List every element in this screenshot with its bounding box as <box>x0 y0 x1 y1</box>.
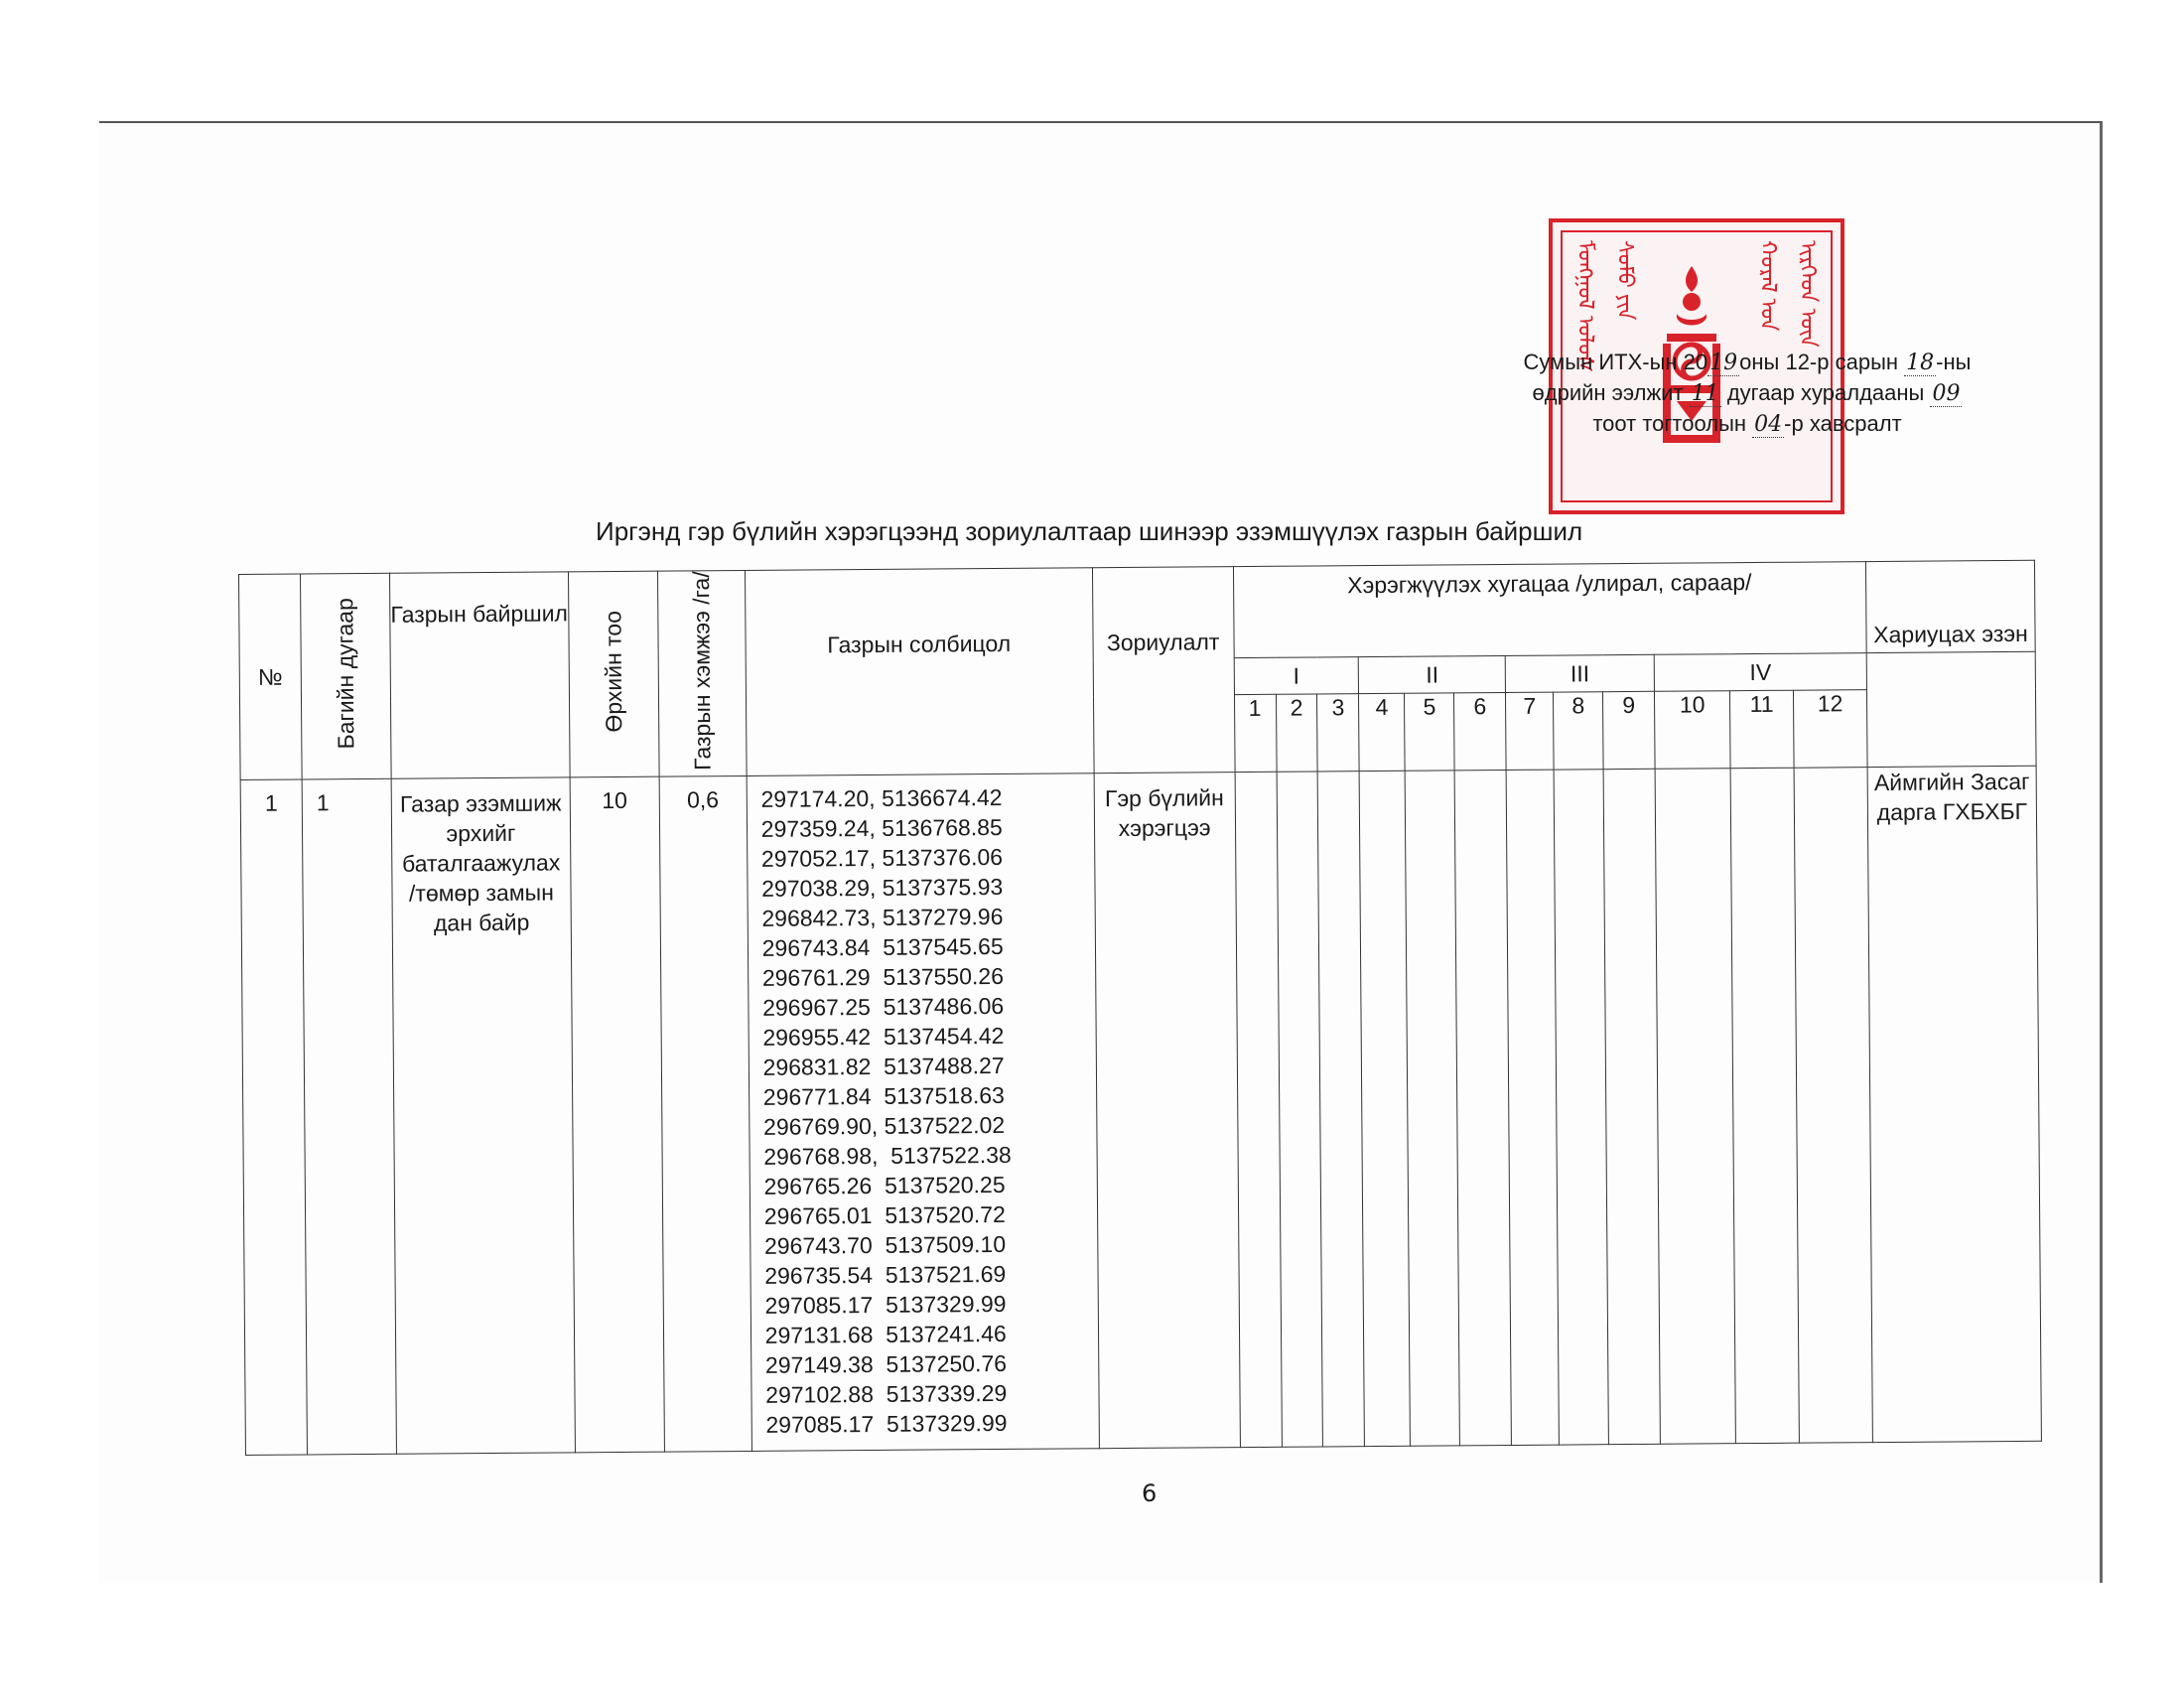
month-header: 11 <box>1730 691 1795 769</box>
coordinate-pair: 296765.01 5137520.72 <box>763 1201 1006 1230</box>
month-header: 7 <box>1506 693 1555 771</box>
table-row <box>240 767 2041 1456</box>
quarter-header: II <box>1359 655 1506 694</box>
coordinate-pair: 296955.42 5137454.42 <box>762 1023 1005 1052</box>
quarter-header: III <box>1505 654 1654 693</box>
col-header-area: Газрын хэмжээ /га/ <box>657 570 747 776</box>
coordinate-pair: 297052.17, 5137376.06 <box>760 844 1004 873</box>
responsible-header-blank <box>1866 651 2036 768</box>
cell-month <box>1318 772 1365 1447</box>
coordinate-pair: 296735.54 5137521.69 <box>764 1261 1007 1290</box>
seal-script-right-inner: ᠬᠤᠷᠠᠯ ᠤᠨ <box>1756 240 1781 332</box>
col-header-responsible: Хариуцах эзэн <box>1865 560 2035 652</box>
coordinate-pair: 297085.17 5137329.99 <box>765 1410 1008 1439</box>
handwritten-year: 19 <box>1709 351 1738 375</box>
reference-line-1: Сумын ИТХ-ын 2019оны 12-р сарын 18-ны <box>1523 350 1972 375</box>
land-allocation-table <box>238 560 2042 1457</box>
month-header: 6 <box>1454 693 1507 771</box>
coordinate-pair: 296765.26 5137520.25 <box>763 1172 1006 1200</box>
cell-month <box>1405 771 1459 1446</box>
coordinate-pair: 296761.29 5137550.26 <box>761 963 1005 992</box>
cell-month <box>1360 772 1411 1447</box>
coordinate-pair: 297038.29, 5137375.93 <box>761 874 1004 903</box>
cell-month <box>1730 769 1799 1444</box>
cell-purpose: Гэр бүлийн хэрэгцээ <box>1094 773 1240 1449</box>
month-header: 1 <box>1234 695 1277 773</box>
cell-households: 10 <box>570 777 664 1454</box>
col-header-purpose: Зориулалт <box>1092 567 1235 774</box>
cell-bag: 1 <box>302 779 396 1456</box>
coordinate-pair: 297174.20, 5136674.42 <box>760 784 1003 813</box>
cell-coords <box>747 774 1099 1452</box>
coordinate-pair: 297085.17 5137329.99 <box>764 1291 1007 1320</box>
coordinate-pair: 297102.88 5137339.29 <box>765 1380 1008 1409</box>
cell-month <box>1506 771 1559 1446</box>
coordinate-pair: 296771.84 5137518.63 <box>762 1082 1005 1111</box>
month-header: 2 <box>1276 694 1318 772</box>
month-header: 5 <box>1405 693 1455 771</box>
reference-line-3: тоот тогтоолын 04-р хавсралт <box>1592 411 1902 437</box>
month-header: 3 <box>1317 694 1360 772</box>
cell-area: 0,6 <box>659 776 751 1453</box>
cell-month <box>1277 772 1323 1447</box>
month-header: 8 <box>1554 692 1604 770</box>
col-header-coords: Газрын солбицол <box>745 568 1094 776</box>
coordinate-pair: 297131.68 5137241.46 <box>764 1321 1007 1349</box>
quarter-header: IV <box>1654 653 1866 692</box>
coordinate-pair: 296743.70 5137509.10 <box>763 1231 1007 1260</box>
handwritten-session: 11 <box>1691 381 1719 406</box>
coordinate-pair: 297359.24, 5136768.85 <box>760 814 1003 843</box>
month-header: 9 <box>1603 692 1656 770</box>
month-header: 10 <box>1655 691 1731 770</box>
handwritten-annex: 04 <box>1754 412 1783 437</box>
handwritten-day: 18 <box>1906 351 1935 375</box>
col-header-households: Өрхийн тоо <box>568 571 659 777</box>
document-title: Иргэнд гэр бүлийн хэрэгцээнд зориулалтаар шинээр эзэмшүүлэх газрын байршил <box>596 516 1583 546</box>
cell-no: 1 <box>240 779 307 1455</box>
seal-script-left-inner: ᠰᠤᠮᠤ ᠶᠢᠨ <box>1613 240 1638 321</box>
cell-month <box>1655 769 1735 1445</box>
seal-script-left: ᠮᠣᠩᠭᠣᠯ ᠤᠯᠤᠰ <box>1573 240 1598 373</box>
cell-month <box>1235 773 1282 1448</box>
reference-line-2: өдрийн ээлжит 11 дугаар хуралдааны 09 <box>1532 380 1961 406</box>
resolution-reference <box>1469 348 2025 440</box>
page-number: 6 <box>1142 1479 1158 1507</box>
coordinate-pair: 296743.84 5137545.65 <box>761 933 1004 962</box>
cell-month <box>1554 770 1608 1445</box>
cell-month <box>1794 768 1872 1444</box>
coordinate-pair: 296831.82 5137488.27 <box>762 1053 1005 1081</box>
header-row-1 <box>239 560 2036 665</box>
cell-month <box>1454 771 1511 1446</box>
coordinate-pair: 296842.73, 5137279.96 <box>761 904 1004 932</box>
month-header: 12 <box>1793 690 1867 769</box>
quarter-header: I <box>1234 657 1359 695</box>
cell-responsible: Аймгийн Засаг дарга ГХБХБГ <box>1867 767 2041 1443</box>
col-header-bag: Багийн дугаар <box>300 573 391 779</box>
coordinate-pair: 296967.25 5137486.06 <box>762 993 1005 1022</box>
month-header: 4 <box>1359 694 1406 772</box>
seal-script-right: ᠢᠷᠭᠡᠳ ᠦᠨ <box>1796 240 1821 348</box>
coordinate-pair: 296768.98, 5137522.38 <box>763 1142 1012 1171</box>
col-header-no: № <box>239 574 303 780</box>
cell-location: Газар эзэмшиж эрхийг баталгаажулах /төмөр замын дан байр <box>391 777 575 1454</box>
handwritten-number: 09 <box>1932 381 1961 406</box>
col-header-location: Газрын байршил <box>389 572 570 779</box>
coordinate-pair: 296769.90, 5137522.02 <box>762 1112 1006 1141</box>
coordinate-pair: 297149.38 5137250.76 <box>764 1350 1008 1379</box>
col-header-timeline: Хэрэгжүүлэх хугацаа /улирал, сараар/ <box>1233 562 1866 658</box>
cell-month <box>1603 770 1660 1445</box>
